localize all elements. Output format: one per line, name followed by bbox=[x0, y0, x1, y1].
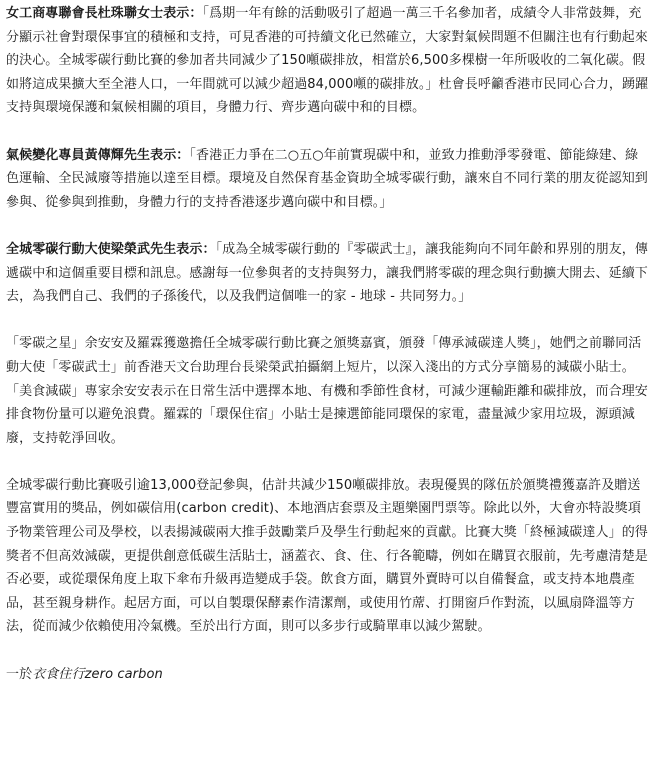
closing-tag: 衣食住行zero carbon bbox=[32, 666, 163, 682]
paragraph-ambassador-quote bbox=[6, 238, 649, 309]
speaker-chairperson: 女工商專聯會長杜珠聯女士表示： bbox=[6, 6, 203, 21]
speaker-ambassador: 全城零碳行動大使梁榮武先生表示： bbox=[6, 241, 216, 257]
quote-ambassador: 「成為全城零碳行動的『零碳武士』，讓我能夠向不同年齡和界別的朋友，傳遞碳中和這個重要目標和訊息。感謝每一位參與者的支持與努力，讓我們將零碳的理念與行動擴大開去、延續下去，為我們自己、我們的子孫後代，以及我們這個唯一的家 - 地球 - 共同努力。」 bbox=[6, 241, 649, 305]
paragraph-award-guests bbox=[6, 332, 649, 450]
paragraph-competition-results bbox=[6, 474, 649, 639]
paragraph-climate-commissioner-quote bbox=[6, 144, 649, 215]
closing-hashtag-line bbox=[6, 663, 649, 687]
closing-prefix: 一於 bbox=[6, 666, 33, 682]
article-body bbox=[6, 2, 649, 686]
quote-climate-commissioner: 「香港正力爭在二○五○年前實現碳中和，並致力推動淨零發電、節能綠建、綠色運輸、全民減廢等措施以達至目標。環境及自然保育基金資助全城零碳行動，讓來自不同行業的朋友從認知到參與、從參與到推動，身體力行的支持香港逐步邁向碳中和目標。」 bbox=[6, 147, 648, 210]
quote-chairperson: 「爲期一年有餘的活動吸引了超過一萬三千名參加者，成績令人非常鼓舞，充分顯示社會對環保事宜的積極和支持，可見香港的可持續文化已然確立，大家對氣候問題不但關注也有行動起來的決心。全城零碳行動比賽的參加者共同減少了150噸碳排放，相當於6,500多棵樹一年所吸收的二氧化碳。假如將這成果擴大至全港人口，一年間就可以減少超過84,000噸的碳排放。」杜會長呼籲香港市民同心合力，踴躍支持與環境保護和氣候相關的項目，身體力行、齊步邁向碳中和的目標。 bbox=[6, 6, 649, 116]
competition-results-text: 全城零碳行動比賽吸引逾13,000登記參與，估計共減少150噸碳排放。表現優異的隊伍於頒獎禮獲嘉許及贈送豐富實用的獎品，例如碳信用(carbon credit)、本地酒店套票及主題樂園門票等。除此以外，大會亦特設獎項予物業管理公司及學校，以表揚減碳兩大推手鼓勵業戶及學生行動起來的貢獻。比賽大獎「終極減碳達人」的得獎者不但高效減碳，更提供創意低碳生活貼士，涵蓋衣、食、住、行各範疇，例如在購買衣服前，先考慮清楚是否必要，或從環保角度上取下傘布升級再造變成手袋。飲食方面，購買外賣時可以自備餐盒，或支持本地農產品，甚至親身耕作。起居方面，可以自製環保酵素作清潔劑，或使用竹蓆、打開窗戶作對流，以風扇降溫等方法，從而減少依賴使用冷氣機。至於出行方面，則可以多步行或騎單車以減少駕駛。 bbox=[6, 477, 648, 635]
award-guests-text: 「零碳之星」余安安及羅霖獲邀擔任全城零碳行動比賽之頒獎嘉賓，頒發「傳承減碳達人獎」，她們之前聯同活動大使「零碳武士」前香港天文台助理台長梁榮武拍攝網上短片，以深入淺出的方式分享簡易的減碳小貼士。「美食減碳」專家余安安表示在日常生活中選擇本地、有機和季節性食材，可減少運輸距離和碳排放，而合理安排食物份量可以避免浪費。羅霖的「環保住宿」小貼士是揀選節能同環保的家電，盡量減少家用垃圾，源頭減廢，支持乾淨回收。 bbox=[6, 336, 648, 446]
paragraph-chairperson-quote bbox=[6, 2, 649, 120]
speaker-climate-commissioner: 氣候變化專員黃傳輝先生表示： bbox=[6, 147, 190, 163]
